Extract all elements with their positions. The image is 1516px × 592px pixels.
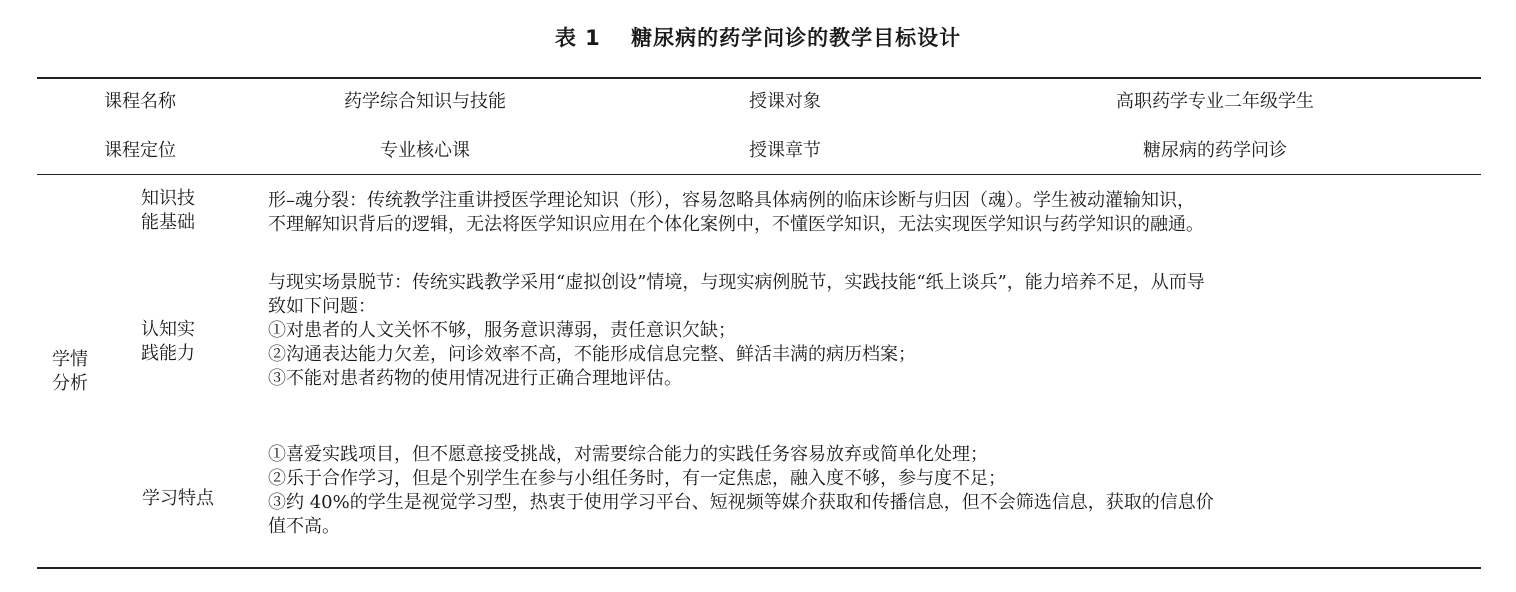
paragraph-line: 不理解知识背后的逻辑，无法将医学知识应用在个体化案例中，不懂医学知识，无法实现医学知识与药学知识的融通。 — [268, 214, 1204, 235]
section-label-line1: 学情 — [52, 349, 88, 370]
course-position-value: 专业核心课 — [380, 140, 470, 161]
section-label-line2: 分析 — [52, 373, 88, 394]
sub-label-knowledge — [118, 187, 218, 235]
chapter-value: 糖尿病的药学问诊 — [1143, 140, 1287, 161]
course-name-label: 课程名称 — [104, 91, 176, 112]
paragraph-line: 与现实场景脱节：传统实践教学采用“虚拟创设”情境，与现实病例脱节，实践技能“纸上谈兵”，能力培养不足，从而导 — [268, 272, 1205, 293]
sub-label-line2: 能基础 — [141, 212, 195, 233]
top-rule — [37, 77, 1481, 79]
bottom-rule — [37, 567, 1481, 569]
sub-label-line1: 认知实 — [141, 319, 195, 340]
paragraph-line: ①喜爱实践项目，但不愿意接受挑战，对需要综合能力的实践任务容易放弃或简单化处理； — [268, 444, 988, 465]
sub-label-learning — [118, 487, 238, 511]
paragraph-line: ③不能对患者药物的使用情况进行正确合理地评估。 — [268, 368, 682, 389]
paragraph-line: ②沟通表达能力欠差，问诊效率不高，不能形成信息完整、鲜活丰满的病历档案； — [268, 344, 916, 365]
section-label — [40, 348, 100, 396]
sub-label-line2: 践能力 — [141, 343, 195, 364]
paragraph-line: 致如下问题： — [268, 296, 376, 317]
chapter-label: 授课章节 — [749, 140, 821, 161]
paragraph-line: ③约 40%的学生是视觉学习型，热衷于使用学习平台、短视频等媒介获取和传播信息，但不会筛选信息，获取的信息价 — [268, 492, 1214, 513]
audience-value: 高职药学专业二年级学生 — [1116, 91, 1314, 112]
paragraph-line: ①对患者的人文关怀不够，服务意识薄弱，责任意识欠缺； — [268, 320, 736, 341]
course-name-value: 药学综合知识与技能 — [344, 91, 506, 112]
learning-paragraph — [268, 443, 1473, 539]
audience-label: 授课对象 — [749, 91, 821, 112]
course-position-label: 课程定位 — [104, 140, 176, 161]
cognition-paragraph — [268, 271, 1473, 391]
sub-label-line1: 学习特点 — [142, 488, 214, 509]
mid-rule — [37, 174, 1481, 175]
table-title: 表 1 糖尿病的药学问诊的教学目标设计 — [554, 26, 962, 50]
paragraph-line: 形–魂分裂：传统教学注重讲授医学理论知识（形），容易忽略具体病例的临床诊断与归因（魂）。学生被动灌输知识， — [268, 190, 1195, 211]
knowledge-paragraph — [268, 189, 1473, 237]
sub-label-line1: 知识技 — [141, 188, 195, 209]
paragraph-line: ②乐于合作学习，但是个别学生在参与小组任务时，有一定焦虑，融入度不够，参与度不足； — [268, 468, 1006, 489]
paragraph-line: 值不高。 — [268, 516, 340, 537]
sub-label-cognition — [118, 318, 218, 366]
